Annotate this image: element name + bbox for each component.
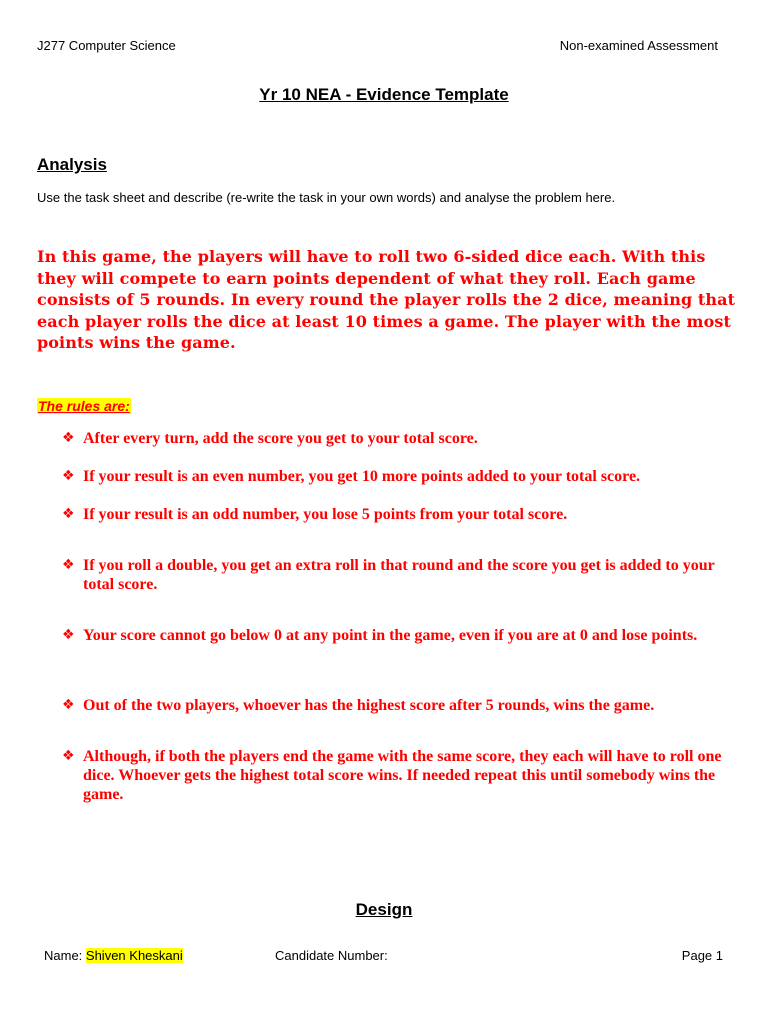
footer-page-number: Page 1 xyxy=(681,948,723,963)
diamond-bullet-icon: ❖ xyxy=(62,430,75,446)
rule-item xyxy=(62,429,732,448)
diamond-bullet-icon: ❖ xyxy=(62,557,75,573)
footer-candidate-number: Candidate Number: xyxy=(275,948,388,963)
diamond-bullet-icon: ❖ xyxy=(62,627,75,643)
rule-item xyxy=(62,556,732,594)
diamond-bullet-icon: ❖ xyxy=(62,748,75,764)
footer-name xyxy=(44,948,183,964)
footer-name-value: Shiven Kheskani xyxy=(85,948,183,963)
header-left: J277 Computer Science xyxy=(37,38,176,53)
rule-text: Your score cannot go below 0 at any point in the game, even if you are at 0 and lose points. xyxy=(83,627,698,644)
rule-text: Although, if both the players end the game with the same score, they each will have to roll one dice. Whoever gets the highest total score wins. If needed repeat this until somebody wins the game. xyxy=(83,748,722,803)
footer-name-label: Name: xyxy=(44,948,86,963)
rule-item xyxy=(62,505,732,524)
rule-text: After every turn, add the score you get to your total score. xyxy=(83,430,478,447)
rule-item xyxy=(62,626,732,645)
rule-text: If your result is an even number, you get 10 more points added to your total score. xyxy=(83,468,641,485)
rule-item xyxy=(62,467,732,486)
analysis-instruction: Use the task sheet and describe (re-write the task in your own words) and analyse the problem here. xyxy=(37,190,616,205)
rule-item xyxy=(62,747,732,804)
rule-text: If you roll a double, you get an extra roll in that round and the score you get is added to your total score. xyxy=(83,557,715,593)
rules-heading: The rules are: xyxy=(38,398,130,414)
header-right: Non-examined Assessment xyxy=(559,38,718,53)
rule-text: Out of the two players, whoever has the highest score after 5 rounds, wins the game. xyxy=(83,697,655,714)
document-title: Yr 10 NEA - Evidence Template xyxy=(259,85,509,104)
analysis-intro-paragraph: In this game, the players will have to roll two 6-sided dice each. With this they will compete to earn points dependent of what they roll. Each game consists of 5 rounds. In every round the player rolls the 2 dice, meaning that each player rolls the dice at least 10 times a game. The player with the most points wins the game. xyxy=(37,247,736,352)
design-heading: Design xyxy=(355,900,413,919)
rule-item xyxy=(62,696,732,715)
rule-text: If your result is an odd number, you lose 5 points from your total score. xyxy=(83,506,568,523)
diamond-bullet-icon: ❖ xyxy=(62,506,75,522)
diamond-bullet-icon: ❖ xyxy=(62,697,75,713)
analysis-heading: Analysis xyxy=(37,155,107,174)
diamond-bullet-icon: ❖ xyxy=(62,468,75,484)
